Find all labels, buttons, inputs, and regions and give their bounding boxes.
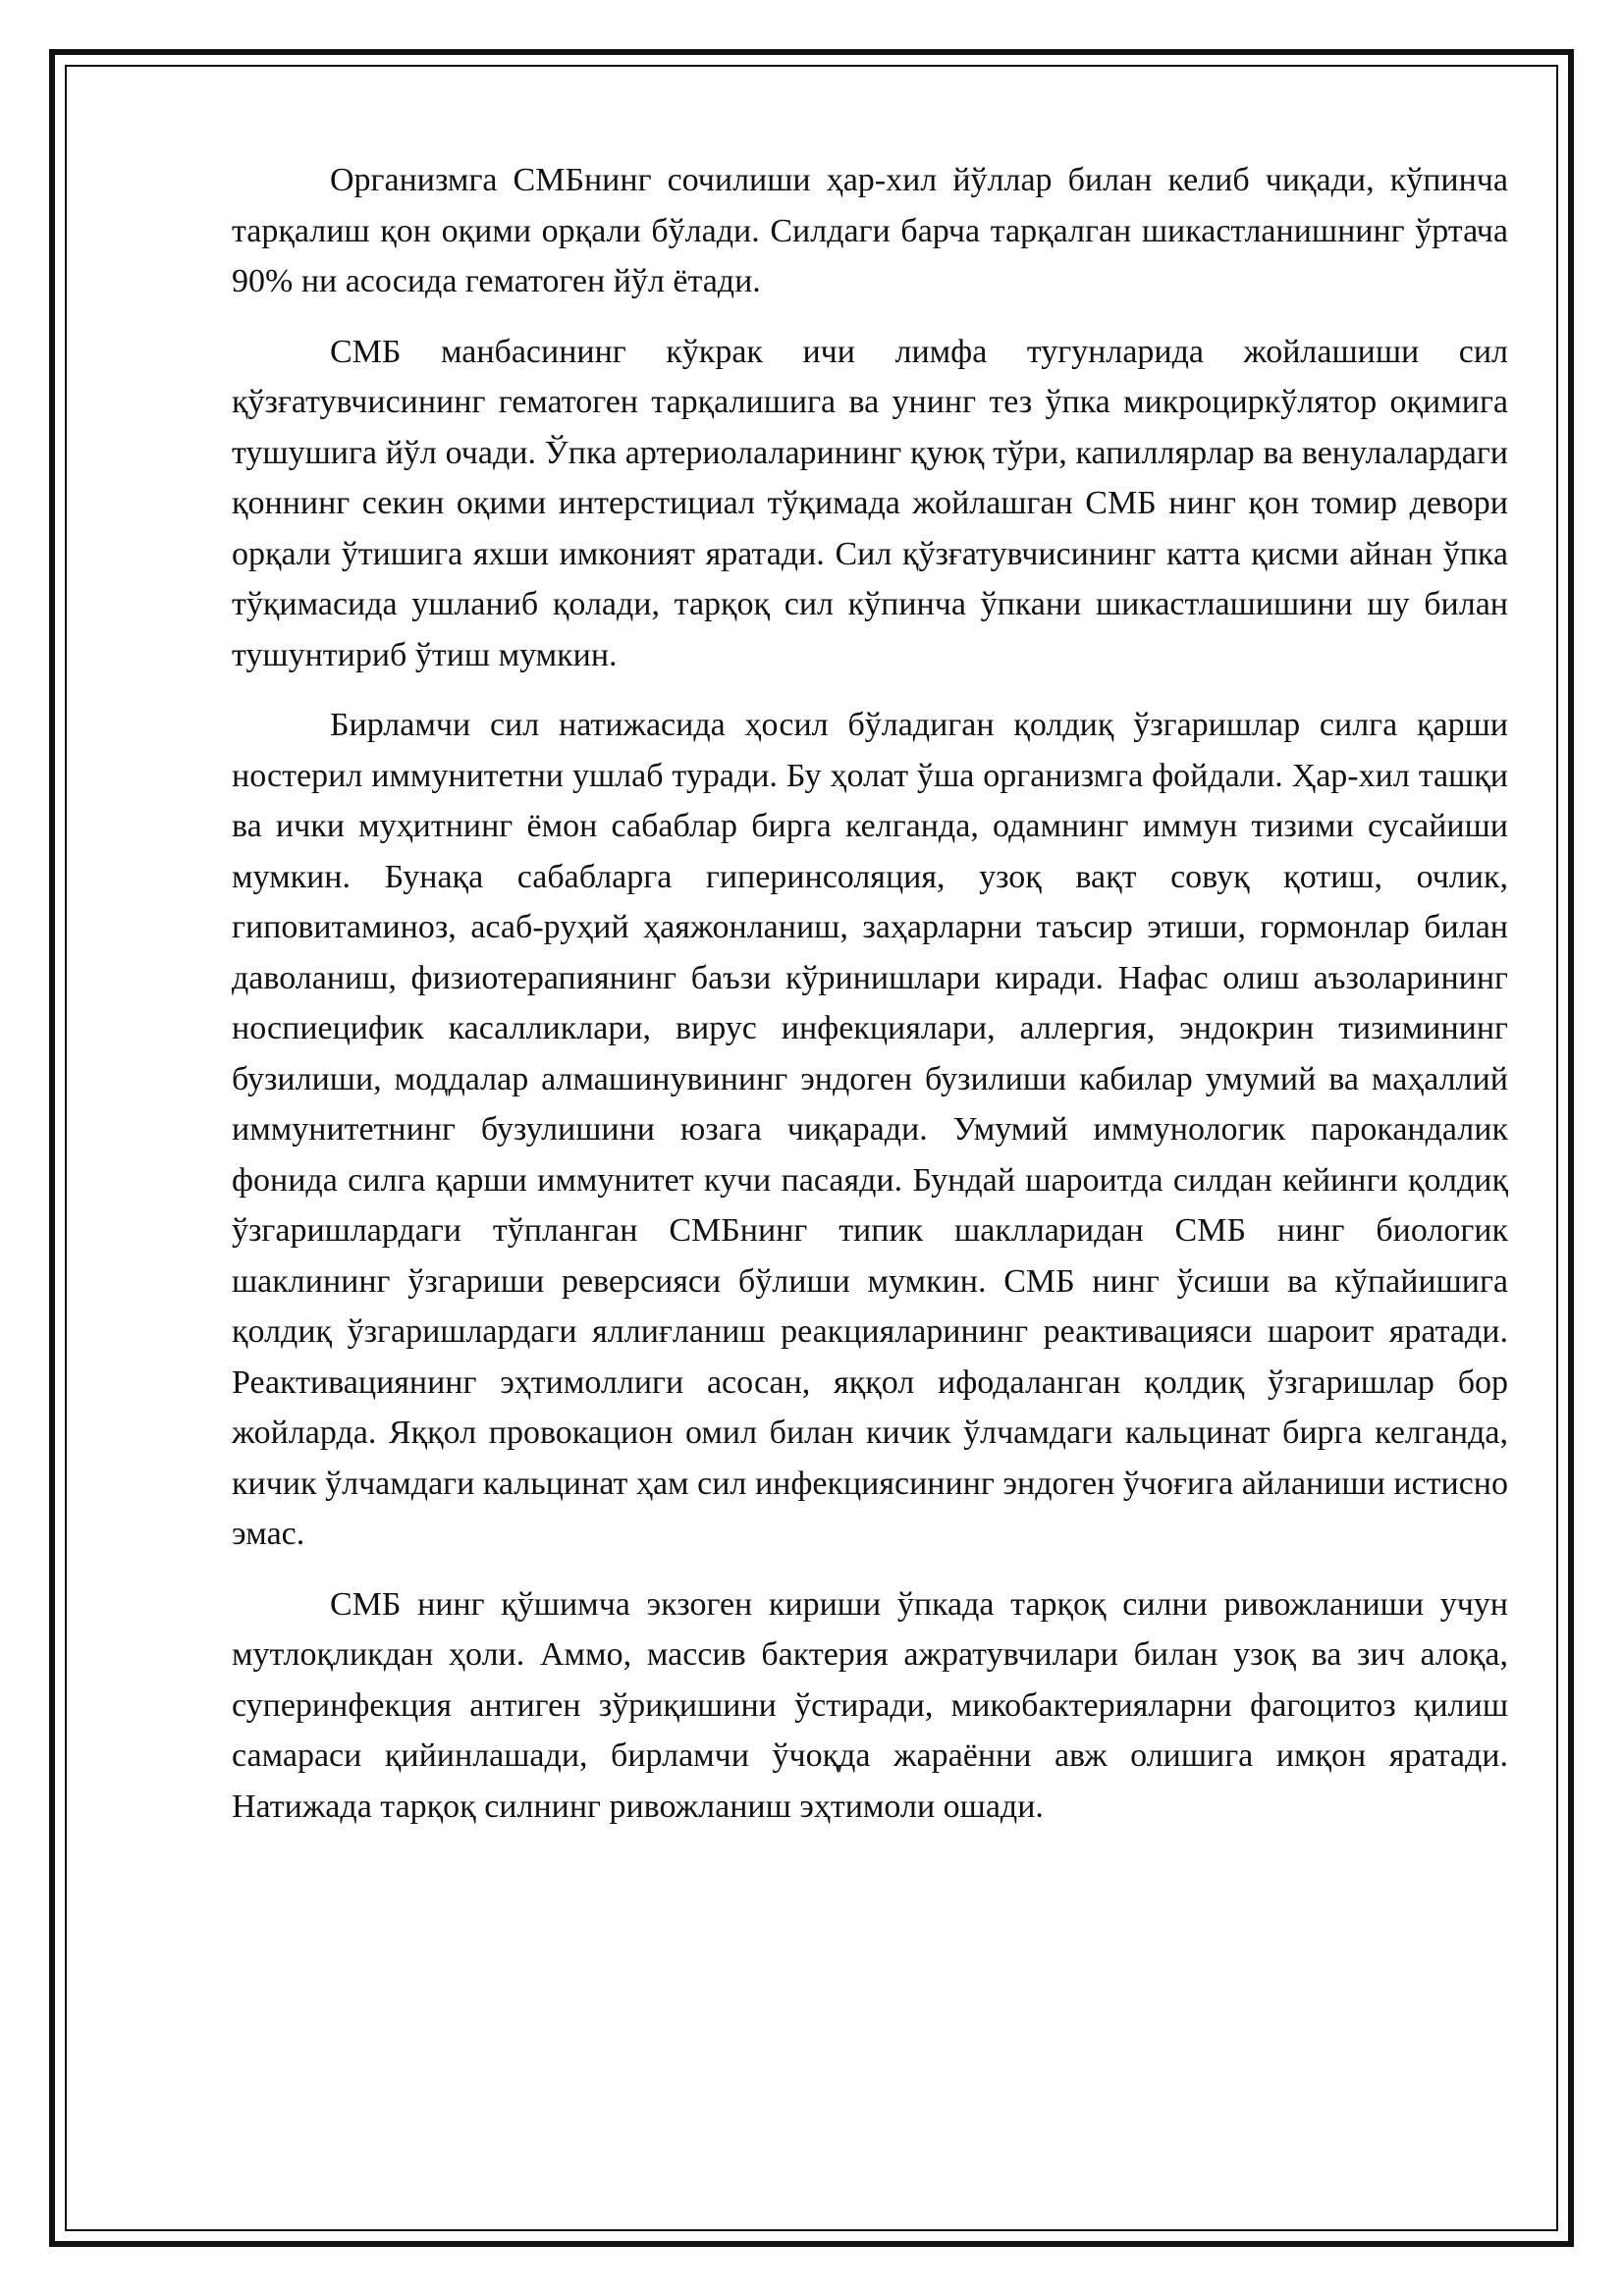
paragraph-3: Бирламчи сил натижасида ҳосил бўладиган қолдиқ ўзгаришлар силга қарши ностерил иммунитетни ушлаб туради. Бу ҳолат ўша организмга фойдали. Ҳар-хил ташқи ва ички муҳитнинг ёмон сабаблар бирга келганда, одамнинг иммун тизими сусайиши мумкин. Бунақа сабабларга гиперинсоляция, узоқ вақт совуқ қотиш, очлик, гиповитаминоз, асаб-руҳий ҳаяжонланиш, заҳарларни таъсир этиши, гормонлар билан даволаниш, физиотерапиянинг баъзи кўринишлари киради. Нафас олиш аъзоларининг носпиецифик касалликлари, вирус инфекциялари, аллергия, эндокрин тизимининг бузилиши, моддалар алмашинувининг эндоген бузилиши кабилар умумий ва маҳаллий иммунитетнинг бузулишини юзага чиқаради. Умумий иммунологик парокандалик фонида силга қарши иммунитет кучи пасаяди. Бундай шароитда силдан кейинги қолдиқ ўзгаришлардаги тўпланган СМБнинг типик шаклларидан СМБ нинг биологик шаклининг ўзгариши реверсияси бўлиши мумкин. СМБ нинг ўсиши ва кўпайишига қолдиқ ўзгаришлардаги яллиғланиш реакцияларининг реактивацияси шароит яратади. Реактивациянинг эҳтимоллиги асосан, яққол ифодаланган қолдиқ ўзгаришлар бор жойларда. Яққол провокацион омил билан кичик ўлчамдаги кальцинат бирга келганда, кичик ўлчамдаги кальцинат ҳам сил инфекциясининг эндоген ўчоғига айланиши истисно эмас. (232, 707, 1508, 1552)
page-content (232, 155, 1508, 1851)
paragraph-4: СМБ нинг қўшимча экзоген кириши ўпкада тарқоқ силни ривожланиши учун мутлоқликдан ҳоли. Аммо, массив бактерия ажратувчилари билан узоқ ва зич алоқа, суперинфекция антиген зўриқишини ўстиради, микобактерияларни фагоцитоз қилиш самараси қийинлашади, бирламчи ўчоқда жараённи авж олишига имқон яратади. Натижада тарқоқ силнинг ривожланиш эҳтимоли ошади. (232, 1585, 1508, 1825)
paragraph-2: СМБ манбасининг кўкрак ичи лимфа тугунларида жойлашиши сил қўзғатувчисининг гематоген тарқалишига ва унинг тез ўпка микроциркўлятор оқимига тушушига йўл очади. Ўпка артериолаларининг қуюқ тўри, капиллярлар ва венулалардаги қоннинг секин оқими интерстициал тўқимада жойлашган СМБ нинг қон томир девори орқали ўтишига яхши имконият яратади. Сил қўзғатувчисининг катта қисми айнан ўпка тўқимасида ушланиб қолади, тарқоқ сил кўпинча ўпкани шикастлашишини шу билан тушунтириб ўтиш мумкин. (232, 333, 1508, 673)
paragraph-1: Организмга СМБнинг сочилиши ҳар-хил йўллар билан келиб чиқади, кўпинча тарқалиш қон оқими орқали бўлади. Силдаги барча тарқалган шикастланишнинг ўртача 90% ни асосида гематоген йўл ётади. (232, 162, 1508, 299)
